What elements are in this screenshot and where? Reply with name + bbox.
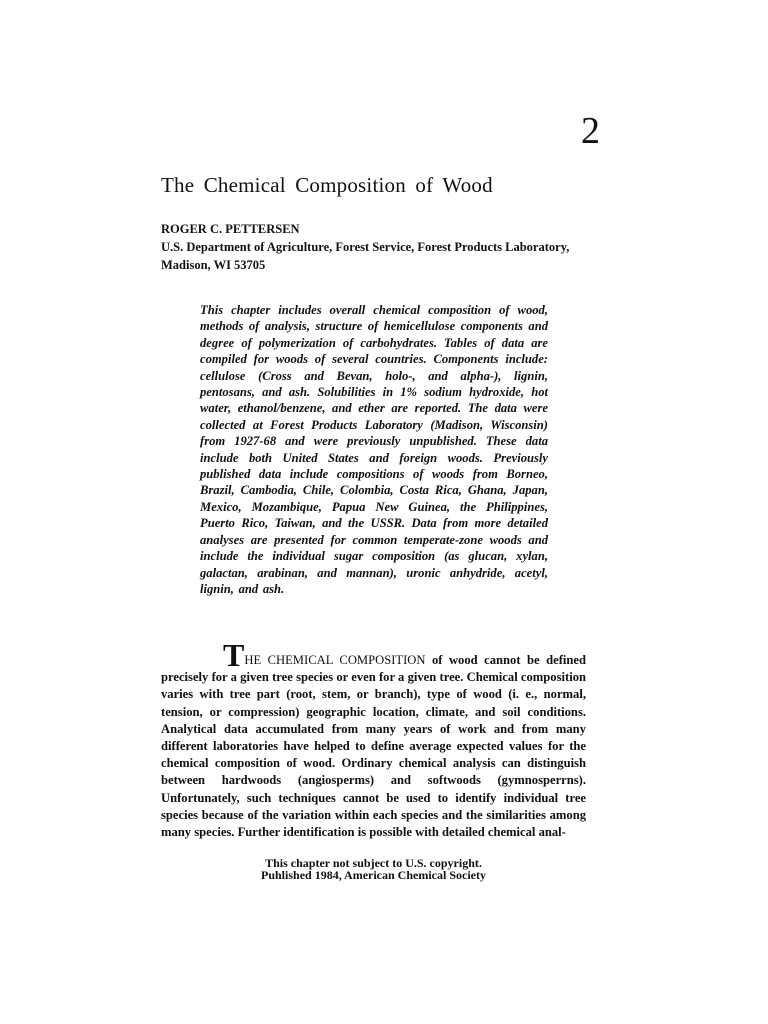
footer-line-2: Puhlished 1984, American Chemical Society [261,868,486,882]
body-text: of wood cannot be defined precisely for a given tree species or even for a given tree. Chemical composition varies with tree part (root, stem, or branch), type of wood (i. e., normal, tension, or compression) geographic location, climate, and soil conditions. Analytical data accumulated from many years of work and from many different laboratories have helped to define average expected values for the chemical composition of wood. Ordinary chemical analysis can distinguish between hardwoods (angiosperms) and softwoods (gymnosperrns). Unfortunately, such techniques cannot be used to identify individual tree species because of the variation within each species and the similarities among many species. Further identification is possible with detailed chemical anal- [161,653,586,840]
footer-line-1: This chapter not subject to U.S. copyright. [265,856,482,870]
affiliation-line-2: Madison, WI 53705 [161,258,266,272]
author-affiliation [161,238,591,274]
affiliation-line-1: U.S. Department of Agriculture, Forest Service, Forest Products Laboratory, [161,240,570,254]
drop-cap: T [223,637,245,673]
copyright-footer [161,857,586,881]
author-name: ROGER C. PETTERSEN [161,222,300,236]
chapter-title: The Chemical Composition of Wood [161,173,493,197]
chapter-number: 2 [581,110,600,152]
small-caps-lead: HE CHEMICAL COMPOSITION [244,653,426,667]
abstract: This chapter includes overall chemical composition of wood, methods of analysis, structure of hemicellulose components and degree of polymerization of carbohydrates. Tables of data are compiled for woods of several countries. Components include: cellulose (Cross and Bevan, holo-, and alpha-), lignin, pentosans, and ash. Solubilities in 1% sodium hydroxide, hot water, ethanol/benzene, and ether are reported. The data were collected at Forest Products Laboratory (Madison, Wisconsin) from 1927-68 and were previously unpublished. These data include both United States and foreign woods. Previously published data include compositions of woods from Borneo, Brazil, Cambodia, Chile, Colombia, Costa Rica, Ghana, Japan, Mexico, Mozambique, Papua New Guinea, the Philippines, Puerto Rico, Taiwan, and the USSR. Data from more detailed analyses are presented for common temperate-zone woods and include the individual sugar composition (as glucan, xylan, galactan, arabinan, and mannan), uronic anhydride, acetyl, lignin, and ash. [200,303,548,596]
body-paragraph [161,637,586,841]
